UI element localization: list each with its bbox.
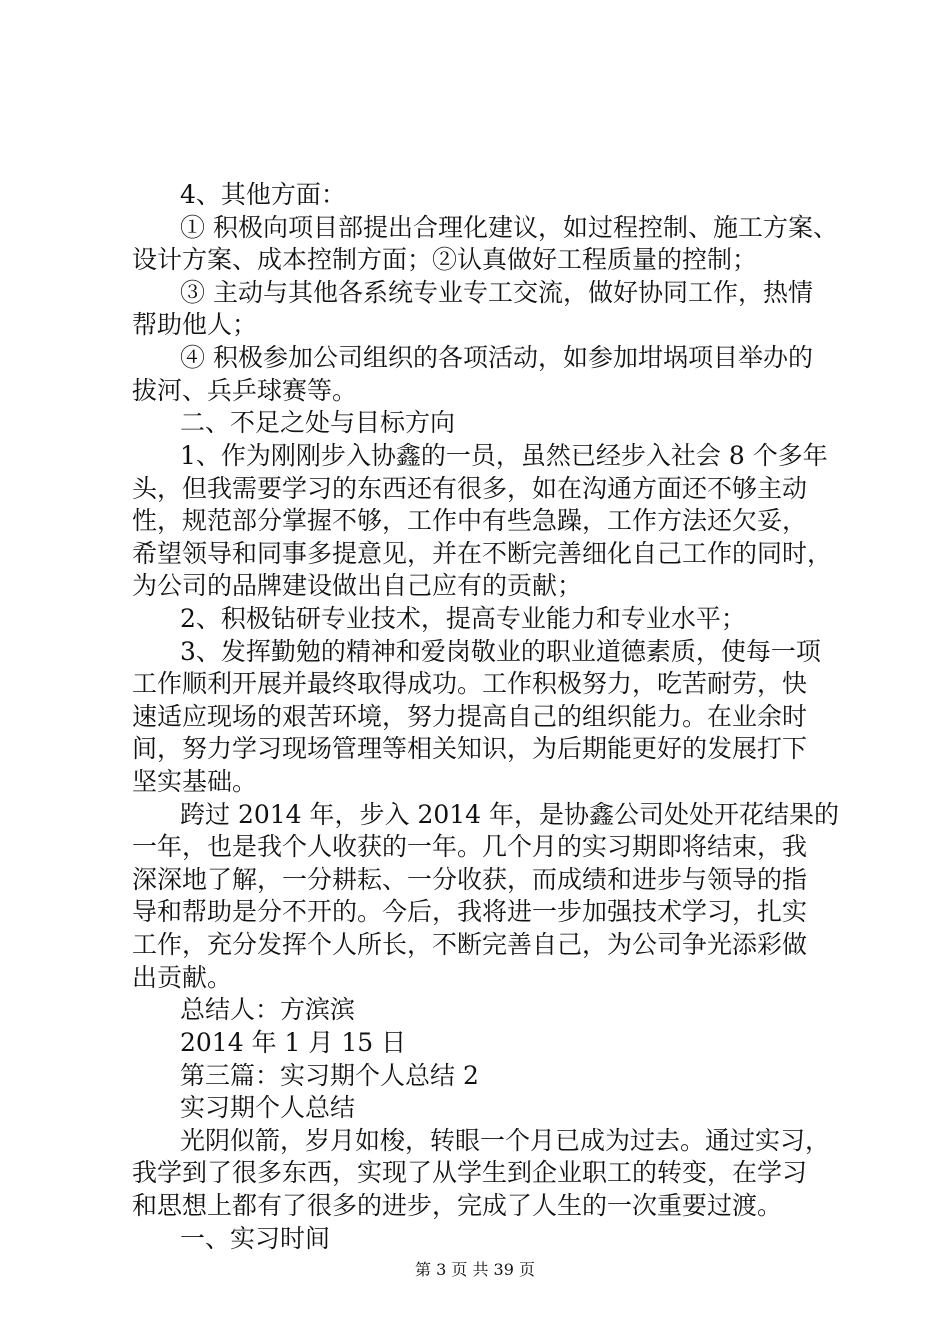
text-line: 我学到了很多东西，实现了从学生到企业职工的转变，在学习: [132, 1158, 808, 1187]
text-line: 2、积极钻研专业技术，提高专业能力和专业水平；: [180, 604, 746, 633]
chapter-heading: 第三篇：实习期个人总结 2: [180, 1061, 479, 1090]
signature-line: 总结人：方滨滨: [180, 995, 356, 1024]
text-line: 性，规范部分掌握不够，工作中有些急躁，工作方法还欠妥，: [132, 506, 808, 535]
section-heading: 二、不足之处与目标方向: [180, 408, 456, 437]
text-line: 希望领导和同事多提意见，并在不断完善细化自己工作的同时，: [132, 539, 833, 568]
text-line: 一年，也是我个人收获的一年。几个月的实习期即将结束，我: [132, 832, 808, 861]
text-line: ④ 积极参加公司组织的各项活动，如参加坩埚项目举办的: [180, 343, 813, 372]
section-heading: 一、实习时间: [180, 1224, 331, 1253]
text-line: 工作，充分发挥个人所长，不断完善自己，为公司争光添彩做: [132, 930, 808, 959]
text-line: 光阴似箭，岁月如梭，转眼一个月已成为过去。通过实习，: [180, 1126, 831, 1155]
text-line: 间，努力学习现场管理等相关知识，为后期能更好的发展打下: [132, 734, 808, 763]
text-line: ③ 主动与其他各系统专业专工交流，做好协同工作，热情: [180, 278, 813, 307]
date-line: 2014 年 1 月 15 日: [180, 1028, 407, 1057]
text-line: 和思想上都有了很多的进步，完成了人生的一次重要过渡。: [132, 1191, 783, 1220]
text-line: 4、其他方面：: [180, 180, 346, 209]
text-line: 出贡献。: [132, 963, 233, 992]
text-line: 坚实基础。: [132, 767, 258, 796]
text-line: 导和帮助是分不开的。今后，我将进一步加强技术学习，扎实: [132, 897, 808, 926]
text-line: 3、发挥勤勉的精神和爱岗敬业的职业道德素质，使每一项: [180, 637, 821, 666]
text-line: 深深地了解，一分耕耘、一分收获，而成绩和进步与领导的指: [132, 865, 808, 894]
document-title: 实习期个人总结: [180, 1093, 356, 1122]
text-line: 跨过 2014 年，步入 2014 年，是协鑫公司处处开花结果的: [180, 800, 840, 829]
text-line: 为公司的品牌建设做出自己应有的贡献；: [132, 571, 583, 600]
text-line: ① 积极向项目部提出合理化建议，如过程控制、施工方案、: [180, 213, 838, 242]
text-line: 拔河、兵乒球赛等。: [132, 376, 358, 405]
text-line: 1、作为刚刚步入协鑫的一员，虽然已经步入社会 8 个多年: [180, 441, 828, 470]
text-line: 设计方案、成本控制方面；②认真做好工程质量的控制；: [132, 245, 758, 274]
text-line: 帮助他人；: [132, 310, 258, 339]
text-line: 速适应现场的艰苦环境，努力提高自己的组织能力。在业余时: [132, 702, 808, 731]
text-line: 头，但我需要学习的东西还有很多，如在沟通方面还不够主动: [132, 474, 808, 503]
text-line: 工作顺利开展并最终取得成功。工作积极努力，吃苦耐劳，快: [132, 669, 808, 698]
page-number: 第 3 页 共 39 页: [415, 1260, 535, 1279]
